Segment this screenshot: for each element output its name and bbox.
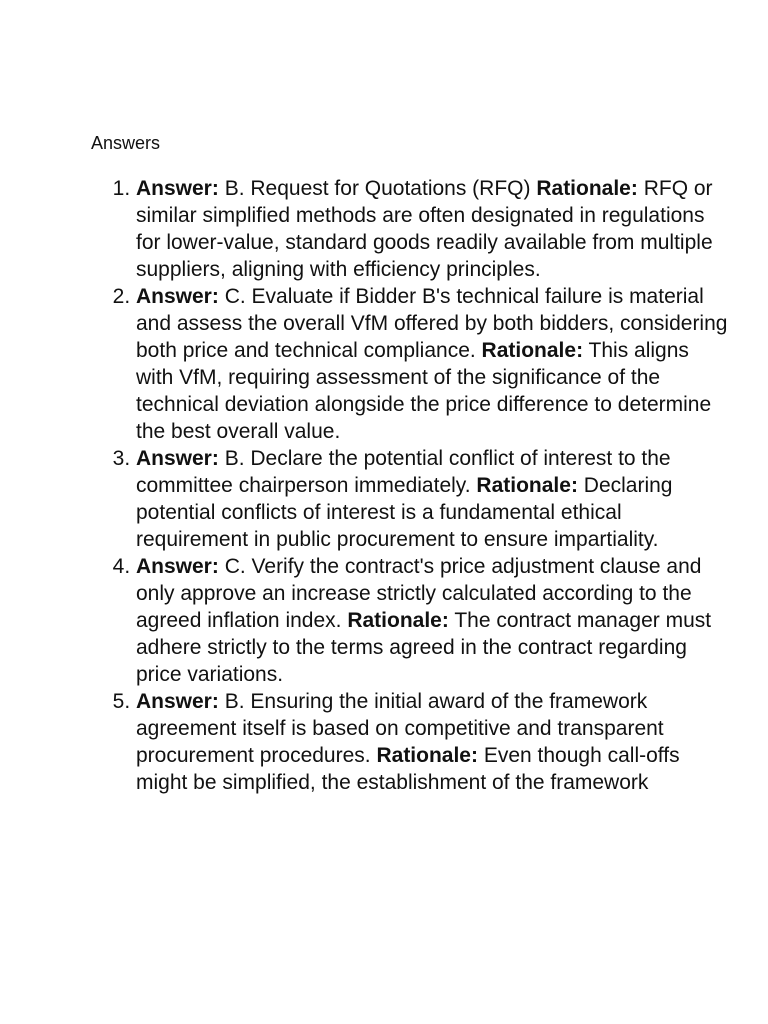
answer-label: Answer: [136,690,219,713]
rationale-label: Rationale: [347,609,449,632]
rationale-text: The contract manager must adhere strictly to the terms agreed in the contract regarding price variations. [136,609,712,686]
answer-text: B. Request for Quotations (RFQ) [224,177,531,200]
list-item [136,283,730,445]
answer-label: Answer: [136,285,219,308]
rationale-text: Declaring potential conflicts of interest is a fundamental ethical requirement in public procurement to ensure impartiality. [136,474,673,551]
rationale-label: Rationale: [476,474,578,497]
list-item [136,175,730,283]
rationale-text: This aligns with VfM, requiring assessment of the significance of the technical deviation alongside the price difference to determine the best overall value. [136,339,712,443]
answer-label: Answer: [136,555,219,578]
answers-list [92,175,730,796]
rationale-text: Even though call-offs might be simplified, the establishment of the framework [136,744,680,794]
rationale-label: Rationale: [481,339,584,362]
answer-text: B. Ensuring the initial award of the framework agreement itself is based on competitive and transparent procurement procedures. [136,690,664,767]
rationale-label: Rationale: [536,177,638,200]
answer-label: Answer: [136,447,219,470]
list-item [136,553,730,688]
answer-text: B. Declare the potential conflict of interest to the committee chairperson immediately. [136,447,671,497]
page-heading: Answers [91,133,161,153]
answer-text: C. Verify the contract's price adjustment clause and only approve an increase strictly calculated according to the agreed inflation index. [136,555,702,632]
answer-label: Answer: [136,177,219,200]
list-item [136,445,730,553]
rationale-label: Rationale: [376,744,478,767]
rationale-text: RFQ or similar simplified methods are often designated in regulations for lower-value, standard goods readily available from multiple suppliers, aligning with efficiency principles. [136,177,713,281]
answer-text: C. Evaluate if Bidder B's technical failure is material and assess the overall VfM offered by both bidders, considering both price and technical compliance. [136,285,728,362]
list-item [136,688,730,796]
